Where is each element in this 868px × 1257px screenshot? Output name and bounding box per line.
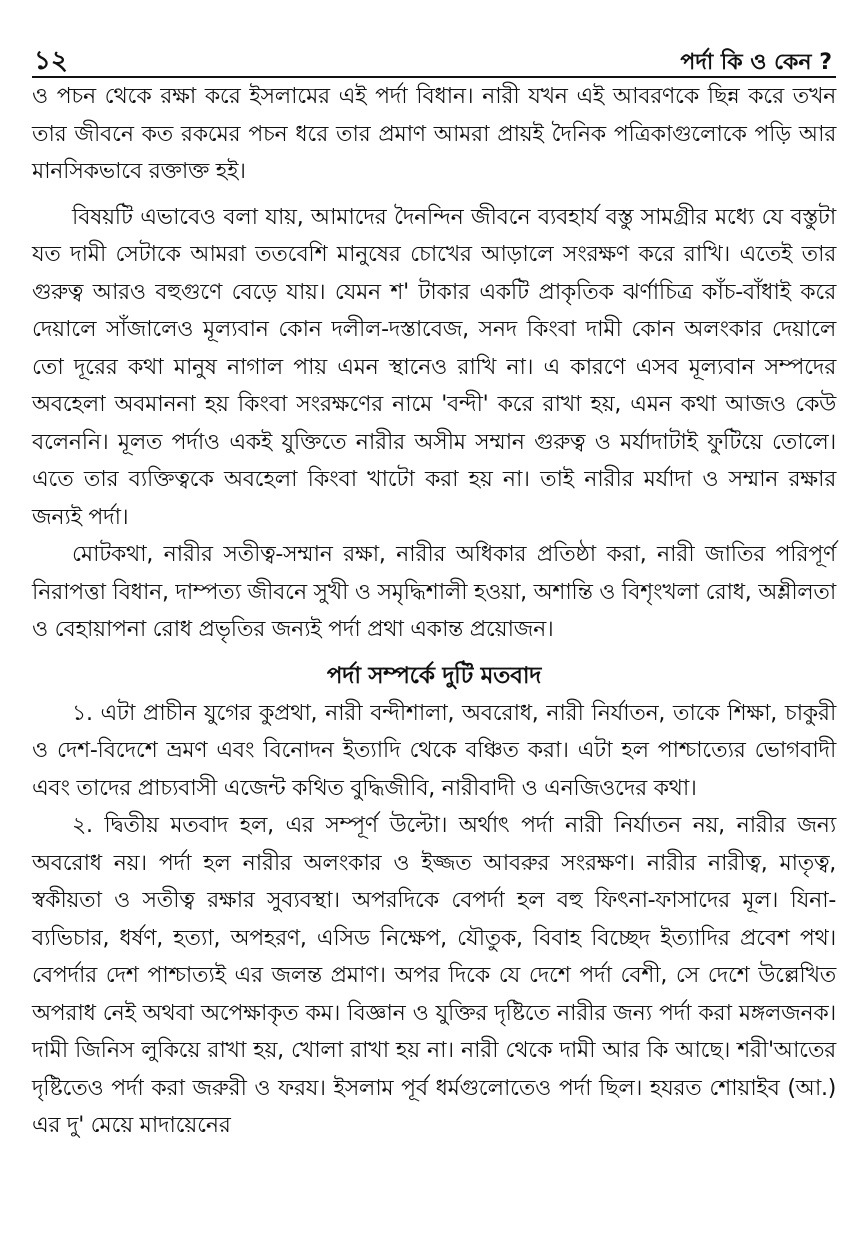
page-number: ১২: [34, 46, 68, 76]
body-text: [32, 78, 836, 1145]
paragraph-continuation: ও পচন থেকে রক্ষা করে ইসলামের এই পর্দা বিধান। নারী যখন এই আবরণকে ছিন্ন করে তখন তার জীবনে কত রকমের পচন ধরে তার প্রমাণ আমরা প্রায়ই দৈনিক পত্রিকাগুলোকে পড়ি আর মানসিকভাবে রক্তাক্ত হই।: [32, 84, 836, 184]
paragraph-summary: মোটকথা, নারীর সতীত্ব-সম্মান রক্ষা, নারীর অধিকার প্রতিষ্ঠা করা, নারী জাতির পরিপূর্ণ নিরাপত্তা বিধান, দাম্পত্য জীবনে সুখী ও সমৃদ্ধিশালী হওয়া, অশান্তি ও বিশৃংখলা রোধ, অশ্লীলতা ও বেহায়াপনা রোধ প্রভৃতির জন্যই পর্দা প্রথা একান্ত প্রয়োজন।: [32, 542, 836, 642]
running-title: পর্দা কি ও কেন ?: [680, 50, 832, 75]
page-header: [32, 38, 836, 78]
paragraph-view-two: ২. দ্বিতীয় মতবাদ হল, এর সম্পূর্ণ উল্টো। অর্থাৎ পর্দা নারী নির্যাতন নয়, নারীর জন্য অবরোধ নয়। পর্দা হল নারীর অলংকার ও ইজ্জত আবরুর সংরক্ষণ। নারীর নারীত্ব, মাতৃত্ব, স্বকীয়তা ও সতীত্ব রক্ষার সুব্যবস্থা। অপরদিকে বেপর্দা হল বহু ফিৎনা-ফাসাদের মূল। যিনা-ব্যভিচার, ধর্ষণ, হত্যা, অপহরণ, এসিড নিক্ষেপ, যৌতুক, বিবাহ বিচ্ছেদ ইত্যাদির প্রবেশ পথ। বেপর্দার দেশ পাশ্চাত্যই এর জলন্ত প্রমাণ। অপর দিকে যে দেশে পর্দা বেশী, সে দেশে উল্লেখিত অপরাধ নেই অথবা অপেক্ষাকৃত কম। বিজ্ঞান ও যুক্তির দৃষ্টিতে নারীর জন্য পর্দা করা মঙ্গলজনক। দামী জিনিস লুকিয়ে রাখা হয়, খোলা রাখা হয় না। নারী থেকে দামী আর কি আছে। শরী'আতের দৃষ্টিতেও পর্দা করা জরুরী ও ফরয। ইসলাম পূর্ব ধর্মগুলোতেও পর্দা ছিল। হযরত শোয়াইব (আ.) এর দু' মেয়ে মাদায়েনের: [32, 813, 836, 1138]
section-heading: পর্দা সম্পর্কে দুটি মতবাদ: [326, 662, 542, 689]
paragraph-view-one: ১. এটা প্রাচীন যুগের কুপ্রথা, নারী বন্দীশালা, অবরোধ, নারী নির্যাতন, তাকে শিক্ষা, চাকুরী ও দেশ-বিদেশে ভ্রমণ এবং বিনোদন ইত্যাদি থেকে বঞ্চিত করা। এটা হল পাশ্চাত্যের ভোগবাদী এবং তাদের প্রাচ্যবাসী এজেন্ট কথিত বুদ্ধিজীবি, নারীবাদী ও এনজিওদের কথা।: [32, 700, 836, 801]
paragraph-valuables: বিষয়টি এভাবেও বলা যায়, আমাদের দৈনন্দিন জীবনে ব্যবহার্য বস্তু সামগ্রীর মধ্যে যে বস্তুটা যত দামী সেটাকে আমরা ততবেশি মানুষের চোখের আড়ালে সংরক্ষণ করে রাখি। এতেই তার গুরুত্ব আরও বহুগুণে বেড়ে যায়। যেমন শ' টাকার একটি প্রাকৃতিক ঝর্ণাচিত্র কাঁচ-বাঁধাই করে দেয়ালে সাঁজালেও মূল্যবান কোন দলীল-দস্তাবেজ, সনদ কিংবা দামী কোন অলংকার দেয়ালে তো দূরের কথা মানুষ নাগাল পায় এমন স্থানেও রাখি না। এ কারণে এসব মূল্যবান সম্পদের অবহেলা অবমাননা হয় কিংবা সংরক্ষণের নামে 'বন্দী' করে রাখা হয়, এমন কথা আজও কেউ বলেননি। মূলত পর্দাও একই যুক্তিতে নারীর অসীম সম্মান গুরুত্ব ও মর্যাদাটাই ফুটিয়ে তোলে। এতে তার ব্যক্তিত্বকে অবহেলা কিংবা খাটো করা হয় না। তাই নারীর মর্যাদা ও সম্মান রক্ষার জন্যই পর্দা।: [32, 204, 836, 530]
